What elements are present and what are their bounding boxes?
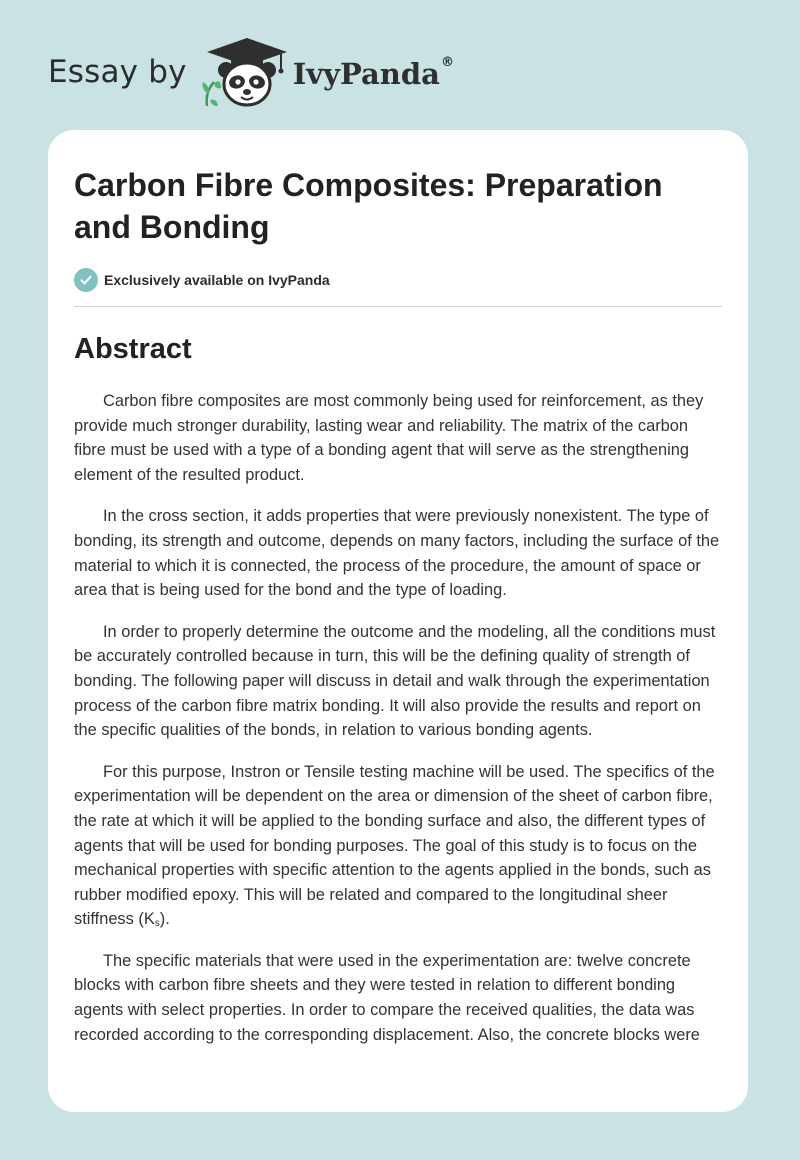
paragraph: In the cross section, it adds properties that were previously nonexistent. The type of bonding, its strength and outcome, depends on many factors, including the surface of the material to which it is connected, the process of the procedure, the amount of space or area that is being used for the bond and the type of loading.: [74, 507, 720, 600]
paragraph: Carbon fibre composites are most commonly being used for reinforcement, as they provide much stronger durability, lasting wear and reliability. The matrix of the carbon fibre must be used with a type of a bonding agent that will serve as the strengthening element of the resulted product.: [74, 392, 704, 484]
site-brand[interactable]: [48, 36, 454, 108]
paragraph: [74, 760, 722, 932]
paragraph-text: For this purpose, Instron or Tensile testing machine will be used. The specifics of the experimentation will be dependent on the area or dimension of the sheet of carbon fibre, the rate at which it will be applied to the bonding surface and also, the different types of agents that will be used for bonding purposes. The goal of this study is to focus on the mechanical properties with specific attention to the agents applied in the bonds, such as rubber modified epoxy. This will be related and compared to the longitudinal sheer stiffness (K: [74, 762, 715, 929]
section-heading-abstract: Abstract: [74, 333, 192, 365]
registered-mark: ®: [440, 54, 454, 70]
paragraph-end: ).: [159, 910, 170, 929]
brand-name: IvyPanda: [292, 57, 440, 91]
divider: [74, 306, 722, 307]
exclusive-label: Exclusively available on IvyPanda: [104, 272, 330, 288]
check-circle-icon: [74, 268, 98, 292]
paragraph: In order to properly determine the outcome and the modeling, all the conditions must be accurately controlled because in turn, this will be the defining quality of strength of bonding. The following paper will discuss in detail and walk through the experimentation process of the carbon fibre matrix bonding. It will also provide the results and report on the specific qualities of the bonds, in relation to various bonding agents.: [74, 622, 716, 740]
brand-prefix: Essay by: [48, 54, 187, 90]
exclusive-notice: [74, 266, 722, 294]
panda-logo-icon: [201, 36, 291, 108]
paragraph: The specific materials that were used in the experimentation are: twelve concrete blocks with carbon fibre sheets and they were tested in relation to different bonding agents with select properties. In order to compare the received qualities, the data was recorded according to the corresponding displacement. Also, the concrete blocks were: [74, 951, 700, 1044]
essay-title: Carbon Fibre Composites: Preparation and Bonding: [74, 167, 663, 245]
essay-card: [48, 130, 748, 1112]
stiffness-subscript: s: [154, 918, 160, 930]
